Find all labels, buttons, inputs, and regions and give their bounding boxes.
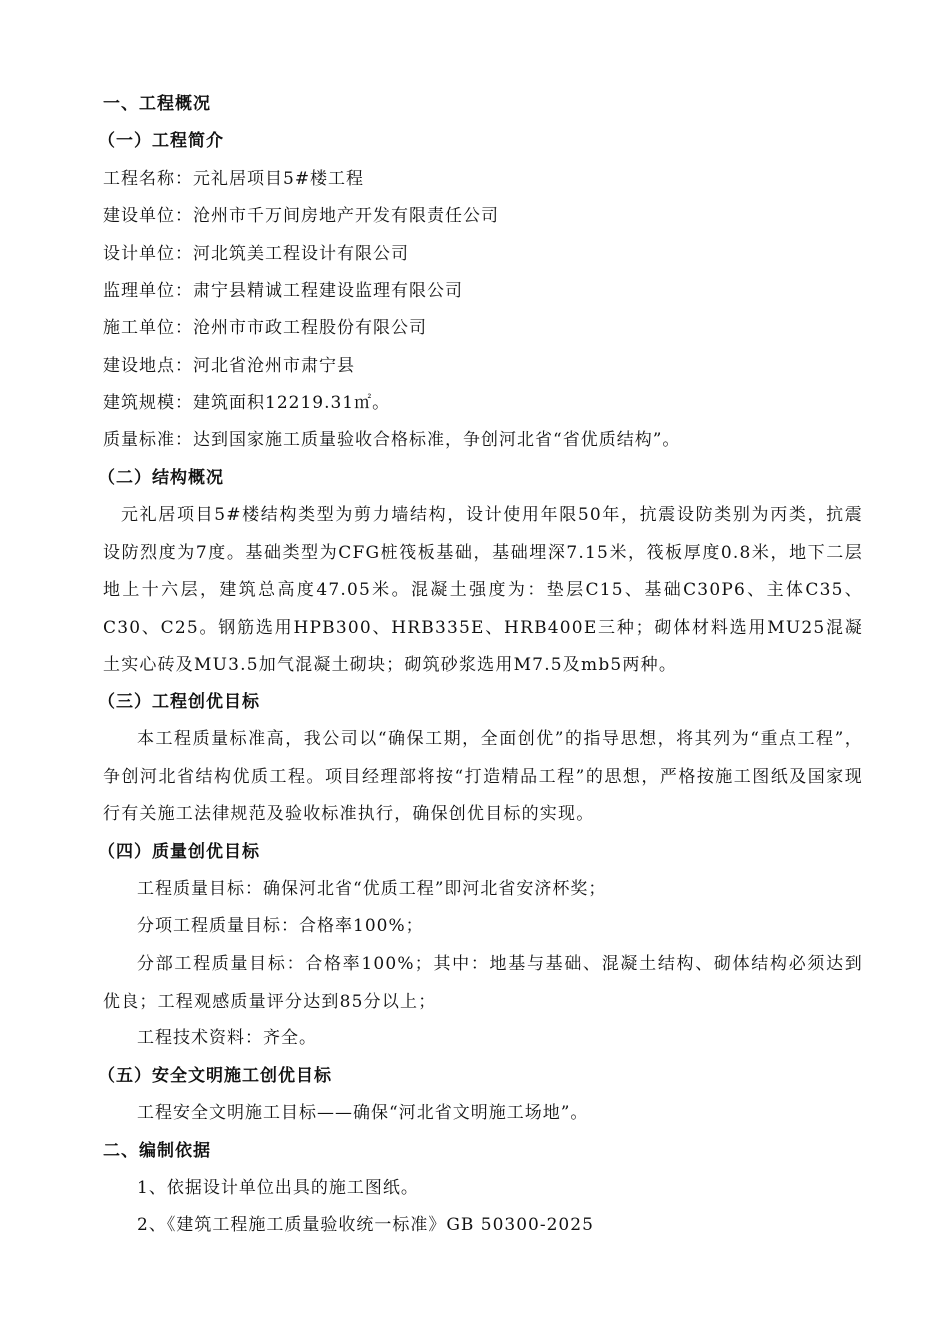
basis-item-2: 2、《建筑工程施工质量验收统一标准》GB 50300-2025 — [137, 1215, 594, 1235]
quality-goal-division: 分部工程质量目标：合格率100%；其中：地基与基础、混凝土结构、砌体结构必须达到优良；工程观感质量评分达到85分以上； — [103, 954, 863, 1012]
supervisor-line: 监理单位：肃宁县精诚工程建设监理有限公司 — [103, 281, 463, 301]
project-name-line: 工程名称：元礼居项目5#楼工程 — [103, 169, 365, 189]
quality-goal-project: 工程质量目标：确保河北省“优质工程”即河北省安济杯奖； — [137, 879, 607, 899]
excellence-goal-paragraph: 本工程质量标准高，我公司以“确保工期，全面创优”的指导思想，将其列为“重点工程”，争创河北省结构优质工程。项目经理部将按“打造精品工程”的思想，严格按施工图纸及国家现行有关施工法律规范及验收标准执行，确保创优目标的实现。 — [103, 729, 863, 824]
subsection-title-introduction: （一）工程简介 — [98, 131, 224, 151]
developer-line: 建设单位：沧州市千万间房地产开发有限责任公司 — [103, 206, 499, 226]
subsection-title-structure: （二）结构概况 — [98, 468, 224, 488]
subsection-title-quality-goal: （四）质量创优目标 — [98, 842, 260, 862]
structure-paragraph: 元礼居项目5#楼结构类型为剪力墙结构，设计使用年限50年，抗震设防类别为丙类，抗震设防烈度为7度。基础类型为CFG桩筏板基础，基础埋深7.15米，筏板厚度0.8米，地下二层地上十六层，建筑总高度47.05米。混凝土强度为：垫层C15、基础C30P6、主体C35、C30、C25。钢筋选用HPB300、HRB335E、HRB400E三种；砌体材料选用MU25混凝土实心砖及MU3.5加气混凝土砌块；砌筑砂浆选用M7.5及mb5两种。 — [103, 505, 863, 675]
quality-goal-documents: 工程技术资料：齐全。 — [137, 1028, 317, 1048]
scale-line: 建筑规模：建筑面积12219.31㎡。 — [103, 393, 391, 413]
subsection-title-safety-goal: （五）安全文明施工创优目标 — [98, 1066, 332, 1086]
location-line: 建设地点：河北省沧州市肃宁县 — [103, 356, 355, 376]
designer-line: 设计单位：河北筑美工程设计有限公司 — [103, 244, 409, 264]
safety-goal-line: 工程安全文明施工目标——确保“河北省文明施工场地”。 — [137, 1103, 589, 1123]
quality-standard-line: 质量标准：达到国家施工质量验收合格标准，争创河北省“省优质结构”。 — [103, 430, 681, 450]
quality-goal-subitem: 分项工程质量目标：合格率100%； — [137, 916, 424, 936]
basis-item-1: 1、依据设计单位出具的施工图纸。 — [137, 1178, 419, 1198]
subsection-title-excellence-goal: （三）工程创优目标 — [98, 692, 260, 712]
contractor-line: 施工单位：沧州市市政工程股份有限公司 — [103, 318, 427, 338]
section-title-overview: 一、工程概况 — [103, 94, 211, 114]
section-title-basis: 二、编制依据 — [103, 1141, 211, 1161]
